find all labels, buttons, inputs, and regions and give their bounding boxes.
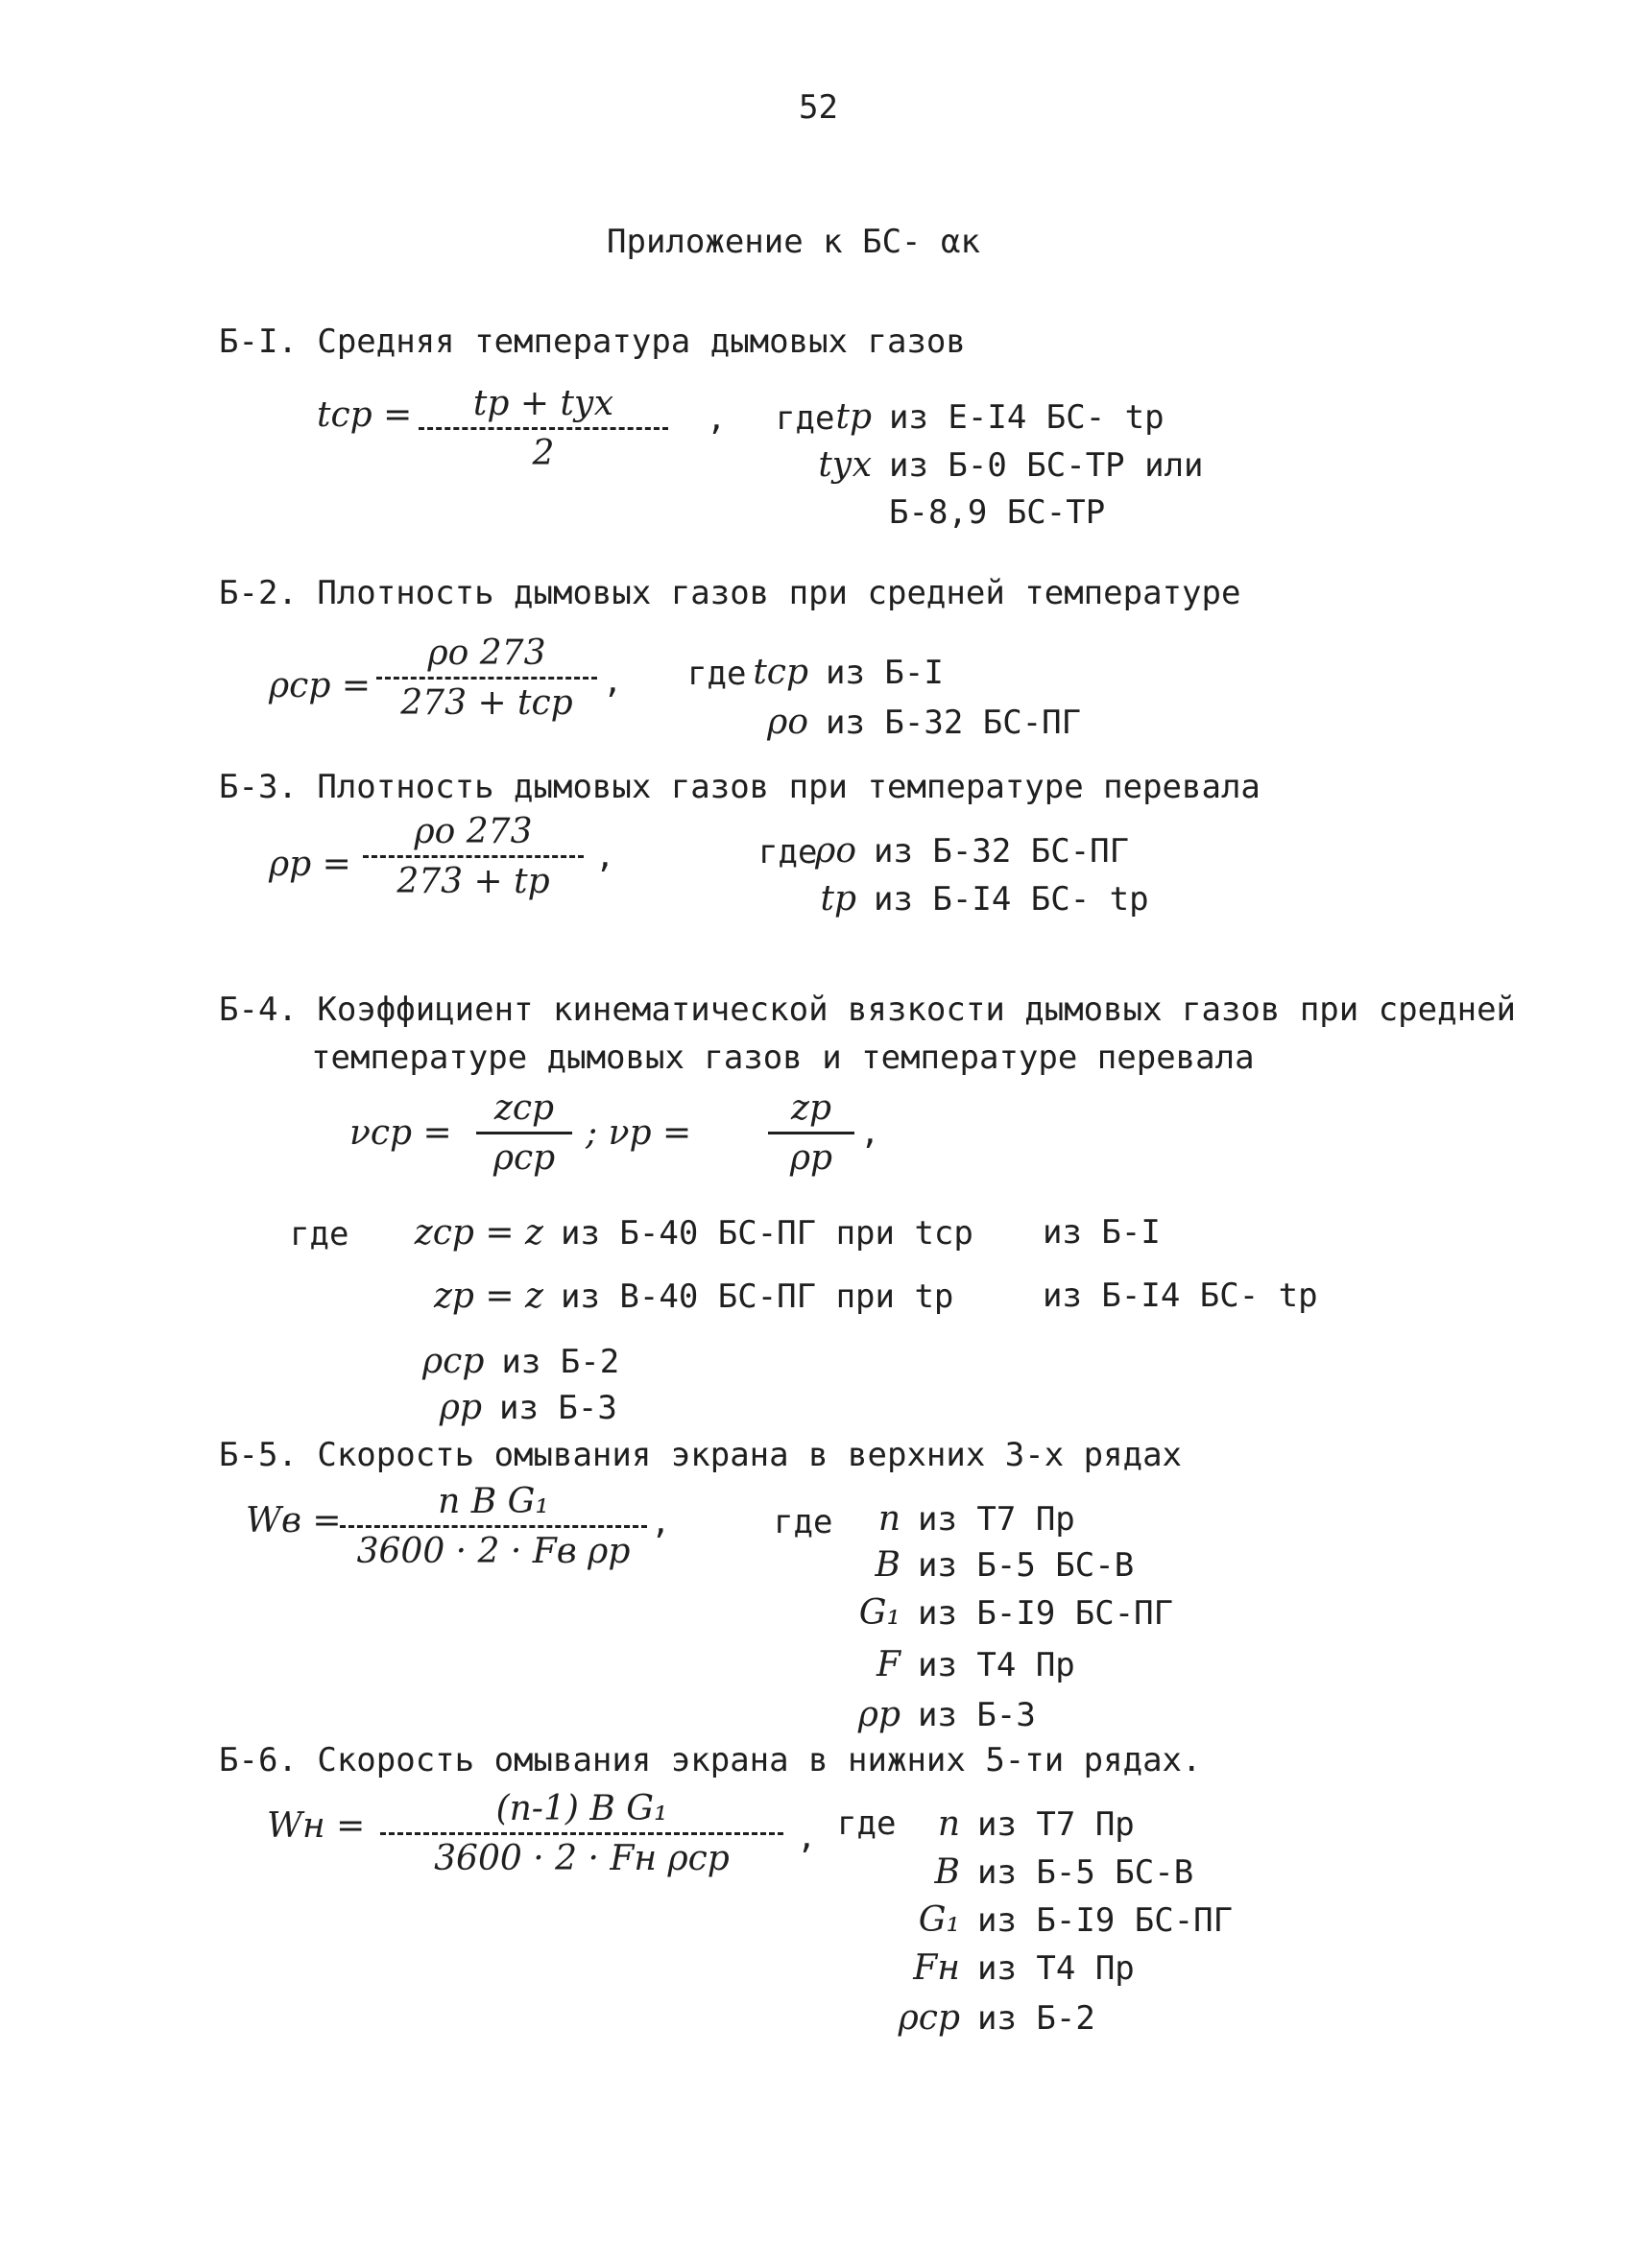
ref-text: из Е-I4 БС- tр: [889, 398, 1165, 437]
where-label: где: [290, 1215, 349, 1253]
ref-symbol: tух: [818, 445, 872, 485]
ref-row: [841, 1695, 1036, 1734]
fraction-bar: [419, 427, 668, 430]
page-number: 52: [799, 88, 838, 127]
formula-b2-denominator: 273 + tср: [400, 683, 573, 723]
ref-row: [749, 703, 1081, 742]
ref-row: [812, 445, 1204, 485]
comma: ,: [651, 1503, 671, 1541]
ref-row: [845, 1998, 1095, 2038]
ref-row: [841, 1645, 1075, 1684]
ref-symbol: B: [875, 1545, 901, 1585]
where-label: где: [776, 399, 835, 438]
ref-symbol: tр: [820, 879, 856, 919]
ref-text: из Т7 Пр: [977, 1805, 1135, 1844]
fraction-bar: [380, 1832, 783, 1835]
section-b6-heading: Б-6. Скорость омывания экрана в нижних 5-ти рядах.: [219, 1741, 1202, 1779]
section-b5-heading: Б-5. Скорость омывания экрана в верхних 3-х рядах: [219, 1436, 1183, 1474]
formula-b4-numerator-2: zр: [790, 1088, 831, 1128]
section-b1-heading: Б-I. Средняя температура дымовых газов: [219, 322, 966, 361]
comma: ,: [797, 1818, 817, 1856]
comma: ,: [707, 399, 727, 438]
ref-row: [797, 879, 1149, 919]
formula-b2-numerator: ρо 273: [427, 633, 546, 673]
ref-symbol: zср = z: [414, 1213, 543, 1253]
formula-b5-numerator: n B G₁: [438, 1482, 549, 1521]
ref-row: [841, 1545, 1134, 1585]
formula-b5-denominator: 3600 · 2 · Fв ρр: [356, 1532, 631, 1571]
ref-text: Б-8,9 БС-ТР: [889, 493, 1106, 532]
ref-row: [399, 1277, 953, 1316]
formula-b4-lhs: νср =: [349, 1113, 452, 1153]
appendix-title: Приложение к БС- αк: [607, 223, 980, 261]
ref-text: из Т4 Пр: [977, 1949, 1135, 1988]
formula-b2-lhs: ρср =: [269, 666, 371, 705]
ref-text: из Б-3: [499, 1389, 617, 1427]
formula-b2-fraction: [376, 633, 597, 723]
ref-row: [841, 1593, 1173, 1633]
formula-b5-lhs: Wв =: [246, 1501, 342, 1540]
formula-b3-fraction: [363, 812, 584, 901]
ref-row: [845, 1804, 1135, 1844]
ref-symbol: F: [877, 1645, 901, 1684]
where-label: где: [837, 1804, 897, 1843]
formula-b4-denominator-2: ρр: [789, 1138, 833, 1178]
formula-b6-fraction: [380, 1789, 783, 1878]
formula-b4-numerator-1: zср: [493, 1088, 555, 1128]
formula-b3-numerator: ρо 273: [414, 812, 533, 851]
fraction-bar: [476, 1132, 572, 1134]
where-label: где: [774, 1503, 833, 1541]
ref-tail: из Б-I4 БС- tр: [1043, 1277, 1318, 1315]
ref-symbol: ρср: [898, 1998, 960, 2038]
section-b4-heading: Б-4. Коэффициент кинематической вязкости дымовых газов при средней: [219, 991, 1517, 1029]
ref-row: [749, 653, 944, 692]
formula-b1-fraction: [419, 384, 668, 473]
ref-symbol: G₁: [918, 1900, 960, 1940]
ref-row: [845, 1852, 1193, 1892]
ref-text: из Б-I: [826, 654, 944, 692]
fraction-bar: [376, 677, 597, 680]
ref-text: из Б-40 БС-ПГ при tср: [561, 1214, 973, 1253]
ref-text: из Б-0 БС-ТР или: [889, 446, 1204, 485]
ref-symbol: ρр: [439, 1388, 482, 1427]
ref-text: из Б-5 БС-В: [977, 1853, 1194, 1892]
ref-symbol: ρо: [815, 831, 856, 871]
ref-text: из Б-32 БС-ПГ: [826, 704, 1082, 742]
ref-text: из Т7 Пр: [918, 1500, 1075, 1539]
ref-symbol: B: [934, 1852, 960, 1892]
formula-b5-fraction: [340, 1482, 647, 1571]
ref-row: [845, 1900, 1233, 1940]
where-label: где: [758, 833, 818, 871]
formula-b4-fraction-2: [768, 1088, 854, 1178]
ref-row: [422, 1342, 619, 1381]
formula-b3-denominator: 273 + tр: [396, 862, 550, 901]
formula-b6-denominator: 3600 · 2 · Fн ρср: [434, 1839, 730, 1878]
formula-b4-denominator-1: ρср: [492, 1138, 556, 1178]
section-b2-heading: Б-2. Плотность дымовых газов при средней температуре: [219, 574, 1241, 612]
ref-symbol: n: [937, 1804, 960, 1844]
ref-symbol: tср: [753, 653, 808, 692]
ref-symbol: ρо: [767, 703, 808, 742]
ref-symbol: zр = z: [433, 1277, 543, 1316]
fraction-bar: [363, 855, 584, 858]
ref-text: из Б-5 БС-В: [918, 1546, 1135, 1585]
comma: ,: [860, 1113, 880, 1152]
formula-b6-lhs: Wн =: [267, 1806, 366, 1846]
ref-row: [399, 1213, 973, 1253]
ref-symbol: G₁: [858, 1593, 901, 1633]
ref-row: [812, 493, 1105, 532]
ref-text: из Б-2: [977, 1999, 1095, 2038]
formula-b1-numerator: tр + tух: [472, 384, 614, 423]
section-b3-heading: Б-3. Плотность дымовых газов при температуре перевала: [219, 768, 1261, 806]
where-label: где: [687, 655, 747, 693]
ref-text: из Б-2: [501, 1343, 620, 1381]
ref-row: [797, 831, 1129, 871]
ref-symbol: n: [877, 1499, 901, 1539]
comma: ,: [595, 837, 615, 875]
ref-symbol: ρср: [422, 1342, 485, 1381]
ref-text: из Б-3: [918, 1696, 1036, 1734]
ref-symbol: tр: [835, 397, 872, 437]
formula-b4-lhs-2: ; νр =: [586, 1113, 692, 1153]
comma: ,: [603, 662, 623, 701]
ref-text: из Б-32 БС-ПГ: [874, 832, 1130, 871]
ref-text: из Т4 Пр: [918, 1646, 1075, 1684]
fraction-bar: [340, 1525, 647, 1528]
fraction-bar: [768, 1132, 854, 1134]
ref-row: [841, 1499, 1075, 1539]
formula-b1-lhs: tср =: [317, 395, 413, 435]
ref-row: [422, 1388, 617, 1427]
ref-row: [845, 1948, 1135, 1988]
formula-b3-lhs: ρр =: [269, 845, 351, 884]
ref-tail: из Б-I: [1043, 1213, 1161, 1252]
ref-text: из В-40 БС-ПГ при tр: [561, 1277, 954, 1316]
ref-symbol: Fн: [913, 1948, 960, 1988]
formula-b4-fraction-1: [476, 1088, 572, 1178]
formula-b1-denominator: 2: [532, 434, 555, 473]
ref-symbol: ρр: [857, 1695, 901, 1734]
formula-b6-numerator: (n-1) B G₁: [495, 1789, 668, 1828]
section-b4-heading-line2: температуре дымовых газов и температуре перевала: [311, 1039, 1255, 1077]
ref-row: [812, 397, 1165, 437]
ref-text: из Б-I4 БС- tр: [874, 880, 1149, 919]
ref-text: из Б-I9 БС-ПГ: [918, 1594, 1174, 1633]
ref-text: из Б-I9 БС-ПГ: [977, 1901, 1234, 1940]
